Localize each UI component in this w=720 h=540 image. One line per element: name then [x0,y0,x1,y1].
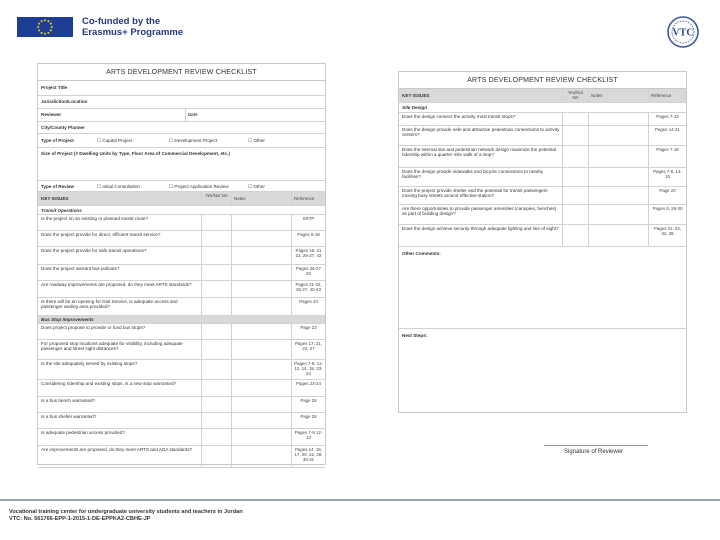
reference-cell: Pages 7-9 12-13 [291,429,325,445]
table-row [38,340,325,360]
key-issue-question: Does the design connect the activity most transit stops? [402,114,516,119]
notes-cell[interactable] [231,281,291,297]
table-row [38,265,325,281]
table-row [38,397,325,413]
reference-cell: Pages 21, 22, 32, 38 [648,225,686,246]
next-steps-box[interactable] [399,329,686,413]
yes-no-cell[interactable] [562,126,588,145]
checklist-page-2 [398,71,687,413]
table-row [399,113,686,126]
section-bus-stop [38,316,325,324]
yes-no-cell[interactable] [562,168,588,186]
key-issue-question: Are improvements are proposed, do they meet ARTS and ADA standards? [41,447,193,452]
next-steps-label: Next Steps: [402,333,428,338]
notes-cell[interactable] [231,231,291,246]
yes-no-cell[interactable] [201,215,231,230]
key-issue-question: Does the project warrant bus pullouts? [41,266,120,271]
yes-no-cell[interactable] [562,225,588,246]
jurisdiction-row [38,96,325,109]
notes-cell[interactable] [231,247,291,264]
reference-cell: Pages 14, 16, 17, 20, 22, 28, 30-31 [291,446,325,467]
notes-cell[interactable] [231,413,291,428]
other-review-checkbox[interactable]: ☐ Other [248,184,265,189]
col-yesno: Yes/No/ NA [201,192,231,205]
yes-no-cell[interactable] [201,446,231,467]
table-header-row [38,192,325,206]
key-issue-question: Does the design achieve security through adequate lighting and line of sight? [402,226,559,231]
key-issue-question: Is the project on an existing or planned transit route? [41,216,148,221]
reference-cell: Page 28 [291,413,325,428]
type-of-review-row [38,181,325,192]
reference-cell: Page 20 [648,187,686,204]
key-issue-question: Is a bus bench warranted? [41,398,96,403]
footer [9,509,243,523]
reference-cell: Pages 6-18 [291,231,325,246]
notes-cell[interactable] [588,168,648,186]
col-yesno-2: Yes/No/ NA [562,89,588,102]
type-of-review-label: Type of Review [41,184,75,189]
key-issue-question: Is the site adequately served by existing stops? [41,361,138,366]
type-of-project-row [38,134,325,148]
footer-line1: Vocational training center for undergraduate university students and teachers in Jordan [9,509,243,515]
footer-line2: VTC: No. 561766-EPP-1-2015-1-DE-EPPKA2-CBHE-JP [9,516,151,522]
yes-no-cell[interactable] [201,281,231,297]
key-issue-question: Are there opportunities to provide passenger amenities (canopies, benches) as part of building design? [402,206,557,217]
yes-no-cell[interactable] [201,340,231,359]
key-issue-question: Is adequate pedestrian access provided? [41,430,125,435]
initial-consultation-checkbox[interactable]: ☐ Initial Consultation [97,184,140,189]
reference-cell: Pages 23-24 [291,380,325,396]
page-1-title: ARTS DEVELOPMENT REVIEW CHECKLIST [38,64,325,81]
application-review-checkbox[interactable]: ☐ Project Application Review [169,184,229,189]
table-row [38,281,325,298]
key-issue-question: Is there will be an opening for Dial Service, is adequate access and passenger waiting area provided? [41,299,178,310]
notes-cell[interactable] [231,360,291,379]
table-row [399,205,686,225]
table-row [38,247,325,265]
key-issue-question: Is a bus shelter warranted? [41,414,97,419]
reference-cell: Pages 7-13 [648,113,686,125]
key-issue-question: Does the project provide for direct, efficient transit service? [41,232,161,237]
notes-cell[interactable] [588,187,648,204]
table-row [399,126,686,146]
col-notes: Notes [231,192,291,205]
table-row [38,446,325,468]
notes-cell[interactable] [588,205,648,224]
col-reference: Reference [291,192,325,205]
yes-no-cell[interactable] [201,360,231,379]
col-key-issues-2: KEY ISSUES [402,93,430,98]
jurisdiction-label: Jurisdiction/Location [41,99,88,104]
col-key-issues: KEY ISSUES [41,196,69,201]
reference-cell: Pages 14-31 [648,126,686,145]
project-title-row [38,81,325,96]
yes-no-cell[interactable] [201,380,231,396]
section-transit-operations [38,206,325,215]
reviewer-label: Reviewer [41,112,62,117]
yes-no-cell[interactable] [562,205,588,224]
table-row [399,225,686,247]
reference-cell: Pages 26-27 20 [291,265,325,280]
notes-cell[interactable] [588,146,648,167]
notes-cell[interactable] [231,340,291,359]
size-of-project-label: Size of Project (# Dwelling Units by Type, Floor Area of Commercial Development, etc.) [41,151,230,156]
size-of-project-row [38,148,325,181]
yes-no-cell[interactable] [201,429,231,445]
other-project-checkbox[interactable]: ☐ Other [248,138,265,143]
notes-cell[interactable] [231,298,291,315]
notes-cell[interactable] [231,265,291,280]
reference-cell: Pages 43 [291,298,325,315]
vtc-logo-text: VTC [672,27,694,39]
key-issue-question: Does project propose to provide or fund bus stops? [41,325,146,330]
table-header-row-2 [399,89,686,103]
reference-cell: Page 23 [291,324,325,339]
col-notes-2: Notes [588,89,648,102]
development-project-checkbox[interactable]: ☐ Development Project [169,138,218,143]
key-issue-question: For proposed stop locations adequate for visibility, including adequate passenger and street sight distances? [41,341,183,352]
notes-cell[interactable] [231,397,291,412]
section-site-design-label: Site Design [402,105,428,110]
key-issue-question: Considering ridership and existing stops, is a new stop warranted? [41,381,177,386]
section-bus-stop-label: Bus Stop Improvements [41,317,94,322]
cofunded-label [82,16,183,38]
city-planner-label: City/County Planner [41,125,85,130]
reference-cell: Pages 17, 21, 22, 27 [291,340,325,359]
type-of-project-label: Type of Project [41,138,74,143]
yes-no-cell[interactable] [201,413,231,428]
signature-label: Signature of Reviewer [564,449,624,455]
notes-cell[interactable] [231,215,291,230]
city-planner-row [38,122,325,134]
cofunded-line2: Erasmus+ Programme [82,27,184,38]
reference-cell: Pages 21-22, 26-27, 40-43 [291,281,325,297]
key-issue-question: Does the design provide safe and attractive pedestrian connections to activity centers? [402,127,560,138]
yes-no-cell[interactable] [201,231,231,246]
project-title-label: Project Title [41,85,68,90]
key-issue-question: Does the design provide sidewalks and bicycle connections to nearby facilities? [402,169,544,180]
cofunded-line1: Co-funded by the [82,16,161,27]
page-2-title: ARTS DEVELOPMENT REVIEW CHECKLIST [399,72,686,89]
yes-no-cell[interactable] [201,265,231,280]
reference-cell: Pages 7-9, 11-12, 14, 18, 23-24 [291,360,325,379]
vtc-logo-icon [657,13,709,49]
notes-cell[interactable] [588,225,648,246]
reference-cell: Pages 8, 28-30 [648,205,686,224]
yes-no-cell[interactable] [201,397,231,412]
reference-cell: Pages 7-18 [648,146,686,167]
reference-cell: Page 28 [291,397,325,412]
table-row [38,215,325,231]
table-row [38,360,325,380]
key-issue-question: Does the internal site and pedestrian network design maximize the potential ridership within a quarter mile walk of a stop? [402,147,556,158]
footer-divider [0,499,720,501]
table-row [38,380,325,397]
other-comments-label: Other Comments: [402,251,441,256]
checklist-page-1 [37,63,326,465]
notes-cell[interactable] [231,380,291,396]
yes-no-cell[interactable] [562,187,588,204]
col-reference-2: Reference [648,89,686,102]
yes-no-cell[interactable] [201,247,231,264]
yes-no-cell[interactable] [201,324,231,339]
yes-no-cell[interactable] [562,113,588,125]
reference-cell: SRTP [291,215,325,230]
signature-line[interactable] [544,445,648,446]
notes-cell[interactable] [588,113,648,125]
reference-cell: Pages 7-8, 14-15 [648,168,686,186]
notes-cell[interactable] [231,324,291,339]
table-row [399,187,686,205]
table-row [38,231,325,247]
table-row [399,168,686,187]
yes-no-cell[interactable] [201,298,231,315]
table-row [38,413,325,429]
notes-cell[interactable] [231,429,291,445]
yes-no-cell[interactable] [562,146,588,167]
table-row [399,146,686,168]
section-site-design [399,103,686,113]
date-label: Date [188,112,198,117]
table-row [38,298,325,316]
table-row [38,324,325,340]
key-issue-question: Does the project provide shelter and the potential for transit passengers moving busy streets around effective station? [402,188,548,199]
table-row [38,429,325,446]
notes-cell[interactable] [231,446,291,467]
reviewer-row [38,109,325,122]
reference-cell: Pages 16, 21 22, 26-27, 42 [291,247,325,264]
other-comments-box[interactable] [399,247,686,329]
key-issue-question: Does the project provide for safe transit operations? [41,248,147,253]
section-transit-operations-label: Transit Operations [41,208,82,213]
eu-flag-icon [17,17,73,37]
key-issue-question: Are roadway improvements are proposed, do they meet ARTS standards? [41,282,192,287]
capital-project-checkbox[interactable]: ☐ Capital Project [97,138,133,143]
notes-cell[interactable] [588,126,648,145]
